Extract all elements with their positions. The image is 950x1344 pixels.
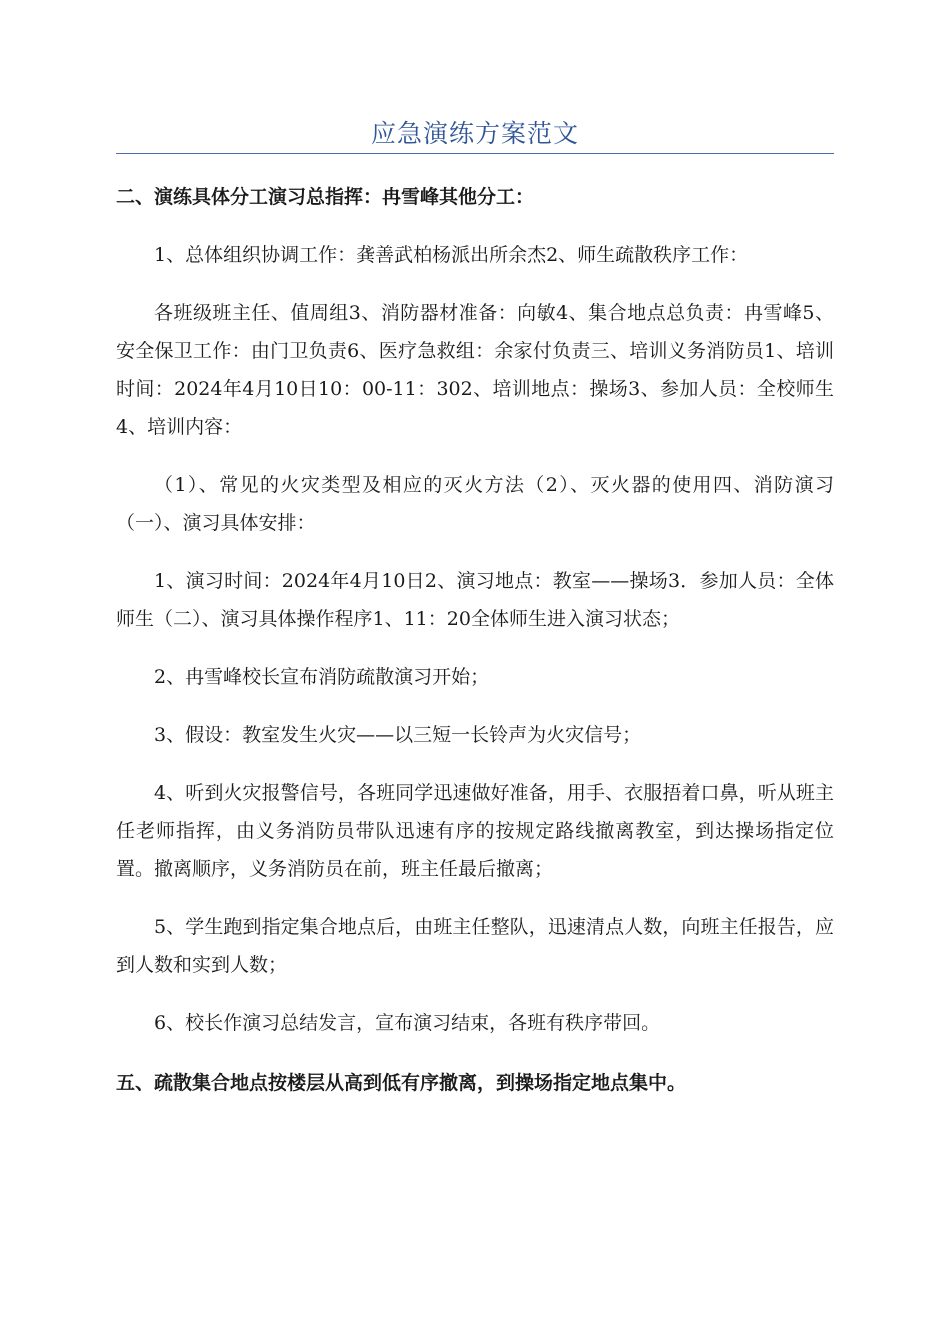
paragraph-5: 2、冉雪峰校长宣布消防疏散演习开始； bbox=[154, 666, 490, 688]
paragraph-1: 1、总体组织协调工作：龚善武柏杨派出所余杰2、师生疏散秩序工作： bbox=[154, 244, 749, 266]
document-title: 应急演练方案范文 bbox=[370, 119, 579, 148]
paragraph-2: 各班级班主任、值周组3、消防器材准备：向敏4、集合地点总负责：冉雪峰5、安全保卫工作：由门卫负责6、医疗急救组：余家付负责三、培训义务消防员1、培训时间：2024年4月10日10：00-11：302、培训地点：操场3、参加人员：全校师生4、培训内容： bbox=[116, 302, 834, 438]
paragraph-3: （1）、常见的火灾类型及相应的灭火方法（2）、灭火器的使用四、消防演习（一）、演习具体安排： bbox=[116, 474, 834, 534]
document-body bbox=[116, 178, 834, 1102]
title-underline bbox=[116, 153, 834, 154]
paragraph-9: 6、校长作演习总结发言，宣布演习结束，各班有秩序带回。 bbox=[154, 1012, 661, 1034]
paragraph-8: 5、学生跑到指定集合地点后，由班主任整队，迅速清点人数，向班主任报告，应到人数和实到人数； bbox=[116, 916, 834, 976]
section-heading-5: 五、疏散集合地点按楼层从高到低有序撤离，到操场指定地点集中。 bbox=[116, 1072, 687, 1094]
section-heading-2: 二、演练具体分工演习总指挥：冉雪峰其他分工： bbox=[116, 186, 535, 208]
paragraph-7: 4、听到火灾报警信号，各班同学迅速做好准备，用手、衣服捂着口鼻，听从班主任老师指挥，由义务消防员带队迅速有序的按规定路线撤离教室，到达操场指定位置。撤离顺序，义务消防员在前，班主任最后撤离； bbox=[116, 782, 834, 880]
paragraph-4: 1、演习时间：2024年4月10日2、演习地点：教室——操场3．参加人员：全体师生（二）、演习具体操作程序1、11：20全体师生进入演习状态； bbox=[116, 570, 834, 630]
paragraph-6: 3、假设：教室发生火灾——以三短一长铃声为火灾信号； bbox=[154, 724, 642, 746]
